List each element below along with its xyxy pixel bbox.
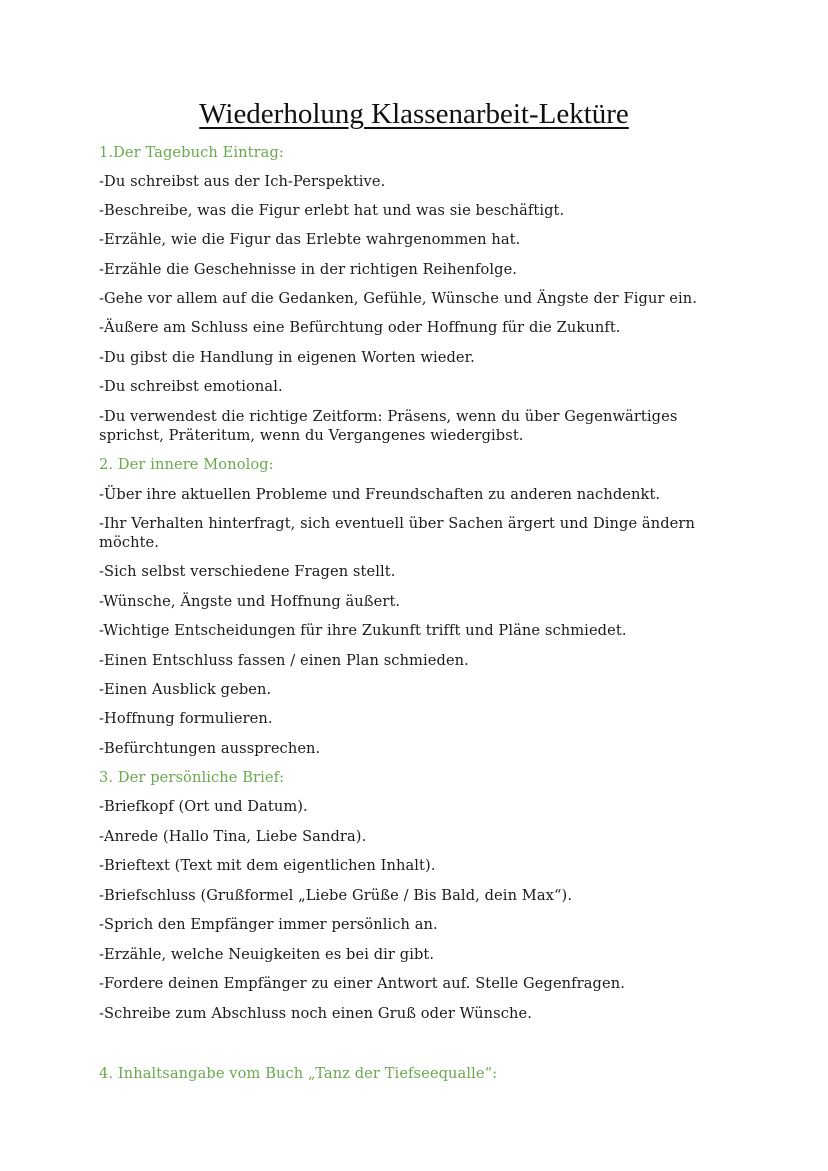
list-item: -Wünsche, Ängste und Hoffnung äußert. bbox=[99, 593, 401, 610]
list-item: -Du schreibst emotional. bbox=[99, 378, 283, 395]
section-heading-brief: 3. Der persönliche Brief: bbox=[99, 769, 285, 786]
list-item: -Hoffnung formulieren. bbox=[99, 710, 273, 727]
list-item: -Wichtige Entscheidungen für ihre Zukunft trifft und Pläne schmiedet. bbox=[99, 622, 627, 639]
section-heading-monolog: 2. Der innere Monolog: bbox=[99, 456, 274, 473]
list-item: -Erzähle die Geschehnisse in der richtigen Reihenfolge. bbox=[99, 261, 518, 278]
list-item: -Du schreibst aus der Ich-Perspektive. bbox=[99, 173, 386, 190]
list-item: -Schreibe zum Abschluss noch einen Gruß oder Wünsche. bbox=[99, 1005, 533, 1022]
list-item: -Briefschluss (Grußformel „Liebe Grüße / Bis Bald, dein Max“). bbox=[99, 887, 573, 904]
list-item: -Fordere deinen Empfänger zu einer Antwort auf. Stelle Gegenfragen. bbox=[99, 975, 625, 992]
page-title: Wiederholung Klassenarbeit-Lektüre bbox=[199, 98, 629, 130]
list-item: -Du verwendest die richtige Zeitform: Präsens, wenn du über Gegenwärtiges sprichst, Präteritum, wenn du Vergangenes wiedergibst. bbox=[99, 408, 678, 444]
list-item: -Befürchtungen aussprechen. bbox=[99, 740, 321, 757]
list-item: -Anrede (Hallo Tina, Liebe Sandra). bbox=[99, 828, 367, 845]
list-item: -Brieftext (Text mit dem eigentlichen Inhalt). bbox=[99, 857, 436, 874]
list-item: -Ihr Verhalten hinterfragt, sich eventuell über Sachen ärgert und Dinge ändern möchte. bbox=[99, 515, 695, 551]
list-item: -Gehe vor allem auf die Gedanken, Gefühle, Wünsche und Ängste der Figur ein. bbox=[99, 290, 698, 307]
list-item: -Sprich den Empfänger immer persönlich an. bbox=[99, 916, 438, 933]
section-heading-inhaltsangabe: 4. Inhaltsangabe vom Buch „Tanz der Tiefseequalle“: bbox=[99, 1065, 498, 1082]
section-heading-tagebuch: 1.Der Tagebuch Eintrag: bbox=[99, 144, 284, 161]
list-item: -Einen Entschluss fassen / einen Plan schmieden. bbox=[99, 652, 469, 669]
list-item: -Äußere am Schluss eine Befürchtung oder Hoffnung für die Zukunft. bbox=[99, 319, 621, 336]
list-item: -Briefkopf (Ort und Datum). bbox=[99, 798, 308, 815]
list-item: -Du gibst die Handlung in eigenen Worten wieder. bbox=[99, 349, 475, 366]
list-item: -Über ihre aktuellen Probleme und Freundschaften zu anderen nachdenkt. bbox=[99, 486, 661, 503]
list-item: -Beschreibe, was die Figur erlebt hat und was sie beschäftigt. bbox=[99, 202, 565, 219]
list-item: -Erzähle, welche Neuigkeiten es bei dir gibt. bbox=[99, 946, 435, 963]
list-item: -Sich selbst verschiedene Fragen stellt. bbox=[99, 563, 396, 580]
list-item: -Erzähle, wie die Figur das Erlebte wahrgenommen hat. bbox=[99, 231, 521, 248]
list-item: -Einen Ausblick geben. bbox=[99, 681, 272, 698]
